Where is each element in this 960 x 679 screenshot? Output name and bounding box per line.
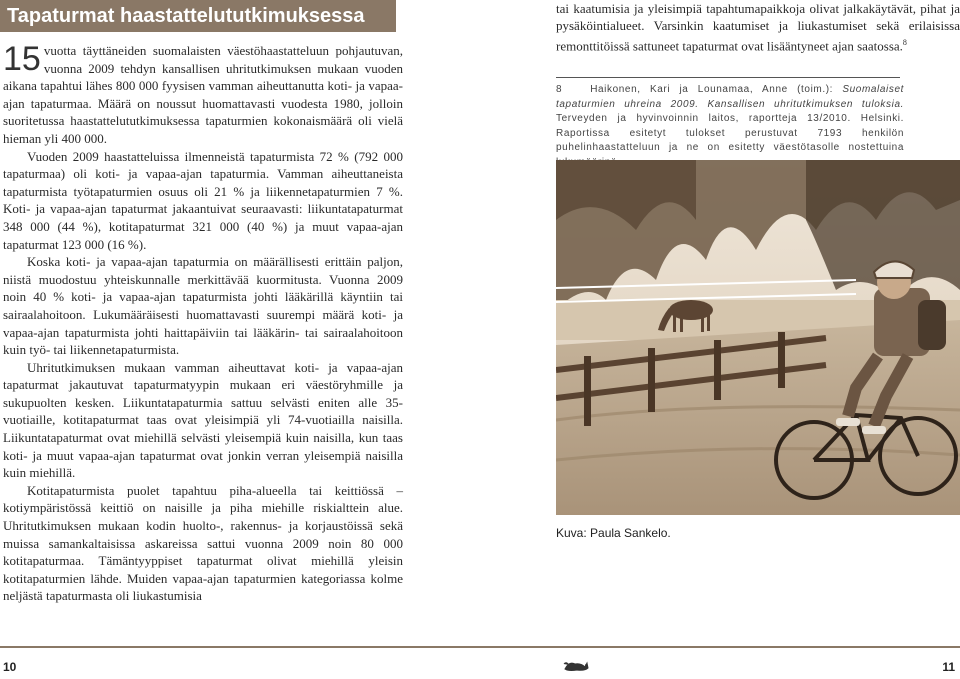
cat-icon: [563, 655, 589, 673]
page-title: Tapaturmat haastattelututkimuksessa: [7, 5, 365, 27]
footnote-divider: [556, 77, 900, 78]
article-body: [3, 42, 403, 605]
paragraph-1-text: vuotta täyttäneiden suomalaisten väestöhaastatteluun pohjautuvan, vuonna 2009 tehdyn kansallisen uhritutkimuksen mukaan vuoden aikana tapahtui lähes 800 000 fyysisen vamman aiheuttanutta koti- ja vapaa-ajan tapaturmaa. Määrä on noussut huomattavasti vuodesta 1980, jolloin suoritetussa haastattelututkimuksessa tapaturmien kokonaismäärä oli vielä hieman yli 400 000.: [3, 43, 403, 146]
title-bar: [0, 0, 396, 32]
photo-caption: Kuva: Paula Sankelo.: [556, 526, 671, 540]
footnote: [556, 83, 904, 170]
left-page: [0, 0, 420, 679]
paragraph-4: Uhritutkimuksen mukaan vamman aiheuttavat koti- ja vapaa-ajan tapaturmat jakautuvat tapaturmatyypin mukaan eri väestöryhmille ja sukupuolten kesken. Liikuntatapaturmia sattuu selvästi eniten alle 35-vuotiaille, kotitapaturmat taas ovat yleisimpiä yli 74-vuotiailla naisilla. Liikuntatapaturmat ovat miehillä selvästi yleisempiä kuin naisilla, kun taas koti- ja muut vapaa-ajan tapaturmat ovat jonkin verran yleisempiä naisilla kuin miehillä.: [3, 359, 403, 481]
footnote-authors: Haikonen, Kari ja Lounamaa, Anne (toim.):: [590, 84, 834, 95]
paragraph-3: Koska koti- ja vapaa-ajan tapaturmia on määrällisesti erittäin paljon, niistä muodostuu yhteiskunnalle merkittävää kuormitusta. Vuonna 2009 noin 40 % koti- ja vapaa-ajan tapaturmista johti lääkärillä käyntiin tai sairaalahoitoon. Lukumääräisesti huomattavasti suurempi määrä koti- ja vapaa-ajan tapaturmista johti haittapäiviin tai lääkärin- tai sairaalahoitoon kuin työ- tai liikennetapaturmista.: [3, 254, 403, 358]
footnote-details: Terveyden ja hyvinvoinnin laitos, raportteja 13/2010. Helsinki. Raportissa esitetyt tulokset perustuvat 7193 henkilön puhelinhaastatteluun ja ne on esitetty väestötasolle nostettuina: [556, 113, 904, 153]
footnote-reference: 8: [902, 38, 907, 47]
footer-divider: [0, 646, 960, 648]
paragraph-1: [3, 42, 403, 148]
page-number-right: 11: [942, 660, 955, 674]
cyclist-photo: [556, 160, 960, 515]
footnote-number: 8: [556, 84, 563, 95]
right-page: [556, 0, 960, 679]
footnote-publication-title: Suomalaiset tapaturmien uhreina 2009. Kansallisen uhritutkimuksen tuloksia.: [556, 84, 904, 110]
drop-cap: 15: [3, 40, 41, 78]
paragraph-2: Vuoden 2009 haastatteluissa ilmenneistä tapaturmista 72 % (792 000 tapaturmaa) oli koti- ja vapaa-ajan tapaturmia. Vamman aiheuttaneista tapaturmista työtapaturmien osuus oli 21 % ja liikennetapaturmien 7 %. Koti- ja vapaa-ajan tapaturmat jakaantuivat seuraavasti: liikuntatapaturmat 348 000 (44 %), kotitapaturmat 321 000 (40 %) ja muut vapaa-ajan tapaturmat 123 000 (16 %).: [3, 148, 403, 252]
paragraph-5: Kotitapaturmista puolet tapahtuu piha-alueella tai keittiössä – kotiympäristössä keittiö on naisille ja piha miehille riskialttein alue. Uhritutkimuksen mukaan kodin huolto-, rakennus- ja korjaustöissä sekä muissa samankaltaisissa askareissa sattui vuonna 2009 noin 80 000 kotitapaturmaa. Tämäntyyppiset tapaturmat olivat miehillä yleisin kotitapaturmien lähde. Muiden vapaa-ajan tapaturmien kategoriassa kolme neljästä tapaturmasta oli liukastumisia: [3, 482, 403, 604]
page-number-left: 10: [3, 660, 17, 674]
continuation-text: [556, 0, 960, 54]
continuation-paragraph: tai kaatumisia ja yleisimpiä tapahtumapaikkoja olivat jalkakäytävät, pihat ja pysäköintialueet. Varsinkin kaatumiset ja liukastumiset sekä erilaisissa remonttitöissä sattuneet tapaturmat ovat lisääntyneet ajan saatossa.: [556, 1, 960, 54]
